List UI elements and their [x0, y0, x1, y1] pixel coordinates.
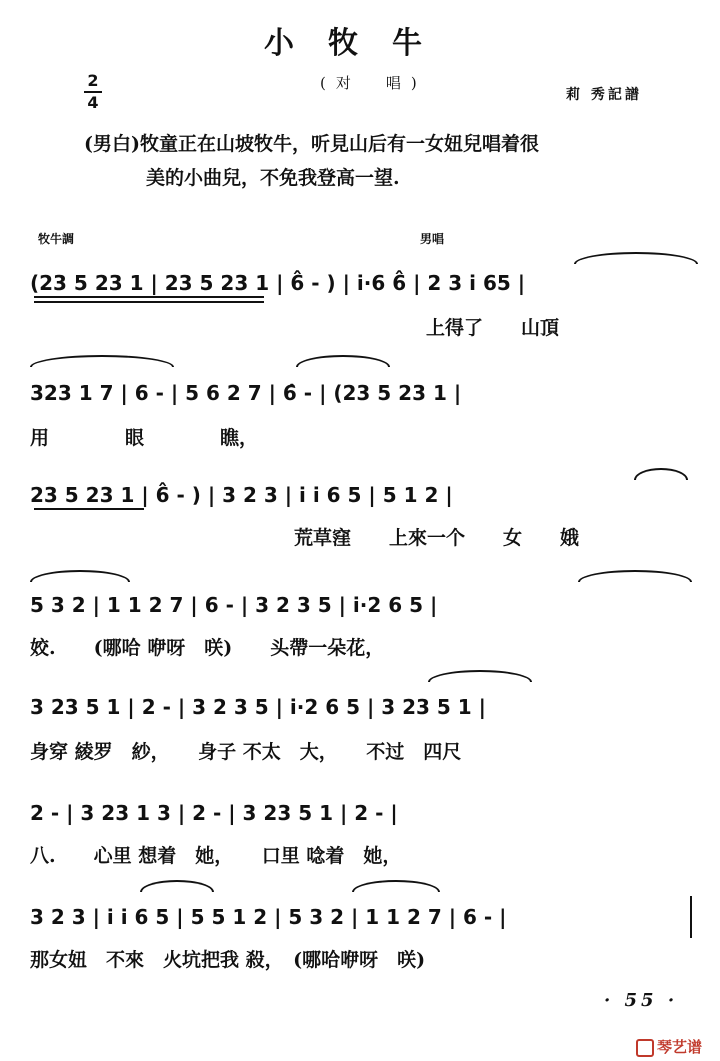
watermark-text: 琴艺谱 [657, 1038, 703, 1056]
beam-underline [34, 296, 264, 298]
score-row-1-notes: (23 5 23 1 | 23 5 23 1 | 6̂ - ) | i·6 6̂ | 2 3 i 65 | [30, 271, 526, 295]
score-row-5-lyrics: 身穿 綾罗 紗， 身子 不太 大， 不过 四尺 [30, 741, 462, 763]
final-barline [690, 896, 692, 938]
slur [30, 355, 174, 367]
intro-line-2: 美的小曲兒，不免我登高一望. [146, 167, 400, 189]
score-row-1-lyrics: 上得了 山頂 [426, 317, 560, 339]
song-subtitle: (对 唱) [320, 74, 427, 92]
male-part-label: 男唱 [420, 232, 445, 246]
slur [428, 670, 532, 682]
slur [30, 570, 130, 582]
score-row-3-lyrics: 荒草窪 上來一个 女 娥 [294, 527, 580, 549]
beam-underline [34, 301, 264, 303]
score-row-7-notes: 3 2 3 | i i 6 5 | 5 5 1 2 | 5 3 2 | 1 1 2 7 | 6 - | [30, 905, 507, 929]
time-signature-bottom: 4 [87, 93, 99, 112]
slur [578, 570, 692, 582]
score-row-4-lyrics: 姣. (哪哈 咿呀 咲) 头帶一朵花， [30, 637, 385, 659]
slur [634, 468, 688, 480]
watermark-icon [636, 1039, 654, 1057]
score-row-6-lyrics: 八. 心里 想着 她， 口里 唸着 她， [30, 845, 402, 867]
score-row-7-lyrics: 那女妞 不來 火坑把我 殺， (哪哈咿呀 咲) [30, 949, 426, 971]
score-row-5-notes: 3 23 5 1 | 2 - | 3 2 3 5 | i·2 6 5 | 3 23 5 1 | [30, 695, 486, 719]
slur [574, 252, 698, 264]
score-row-6-notes: 2 - | 3 23 1 3 | 2 - | 3 23 5 1 | 2 - | [30, 801, 398, 825]
beam-underline [34, 508, 144, 510]
score-row-2-lyrics: 用 眼 瞧， [30, 427, 259, 449]
slur [296, 355, 390, 367]
score-row-3-notes: 23 5 23 1 | 6̂ - ) | 3 2 3 | i i 6 5 | 5 1 2 | [30, 483, 453, 507]
slur [352, 880, 440, 892]
score-row-4-notes: 5 3 2 | 1 1 2 7 | 6 - | 3 2 3 5 | i·2 6 5 | [30, 593, 438, 617]
tune-label: 牧牛調 [38, 232, 75, 246]
score-row-2-notes: 323 1 7 | 6 - | 5 6 2 7 | 6̂ - | (23 5 23 1 | [30, 381, 462, 405]
watermark-logo [636, 1036, 702, 1057]
time-signature-top: 2 [87, 71, 99, 90]
song-title: 小牧牛 [264, 26, 456, 61]
intro-line-1: (男白)牧童正在山坡牧牛，听見山后有一女妞兒唱着很 [84, 133, 539, 155]
arranger-credit: 莉 秀記譜 [566, 87, 642, 103]
page-number: · 55 · [604, 990, 679, 1011]
time-signature [84, 72, 102, 112]
slur [140, 880, 214, 892]
